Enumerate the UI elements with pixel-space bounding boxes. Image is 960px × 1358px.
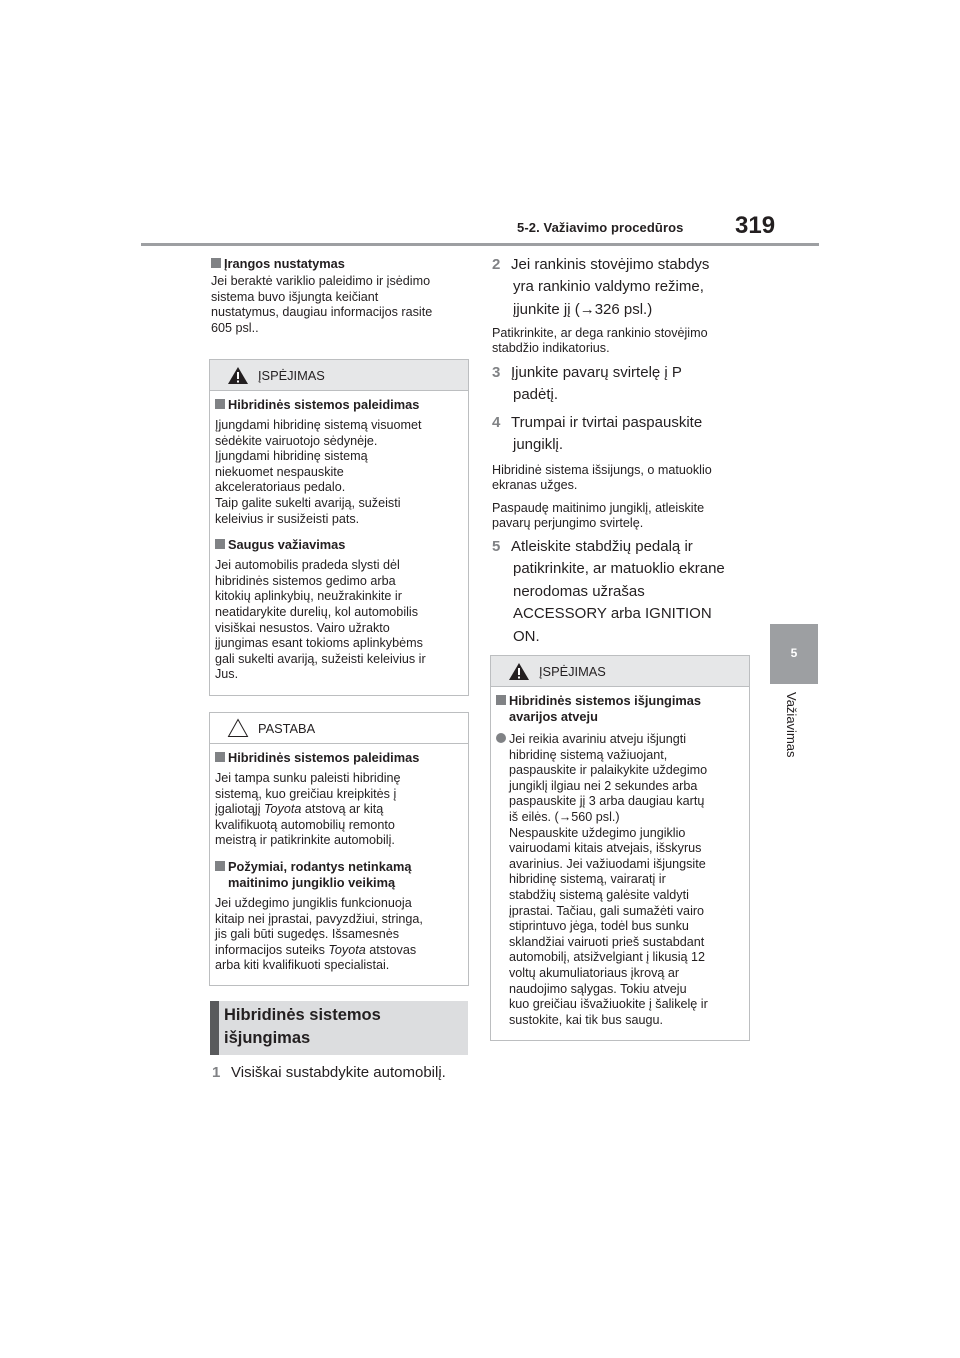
right-arrow-glyph: → — [558, 809, 572, 824]
note-box — [209, 712, 469, 986]
emergency-text: Jei reikia avariniu atveju išjungti hibridinę sistemą važiuojant, paspauskite ir palaikykite uždegimo jungiklį ilgiau nei 2 sekundes arba paspauskite jį 3 arba daugiau kartų iš eilės. (→560 psl.) Nespauskite uždegimo jungiklio vairuodami kitais atvejais, išskyrus avarinius. Jei važiuodami išjungsite hibridinę sistemą, vairaratį ir stabdžių sistemą galėsite valdyti įprastai. Tačiau, gali sumažėti vairo stiprintuvo jėga, todėl bus sunku sklandžiai vairuoti prieš sustabdant automobilį, atsižvelgiant į likusią 12 voltų akumuliatoriaus įkrovą ar naudojimo sąlygas. Tokiu atveju kuo greičiau išvažiuokite į šalikelę ir sustokite, kai tik bus saugu. — [496, 732, 743, 1028]
note-heading-1: Hibridinės sistemos paleidimas — [215, 750, 462, 766]
section-title: Hibridinės sistemos išjungimas — [224, 1006, 381, 1047]
warning-triangle-icon — [508, 662, 530, 681]
chapter-number: 5 — [790, 646, 798, 660]
step-2: 2 Jei rankinis stovėjimo stabdys yra rankinio valdymo režime, įjunkite jį (→326 psl.) — [492, 256, 710, 318]
right-arrow-glyph: → — [579, 300, 595, 318]
warning-box-title: ĮSPĖJIMAS — [258, 368, 325, 383]
square-bullet-icon — [211, 258, 221, 268]
setup-heading: Įrangos nustatymas — [211, 256, 345, 272]
page-number: 319 — [735, 212, 776, 239]
running-head: 5-2. Važiavimo procedūros — [517, 220, 684, 235]
note-box-header — [210, 713, 468, 744]
warning-text-1: Įjungdami hibridinę sistemą visuomet sėdėkite vairuotojo sėdynėje. Įjungdami hibridinę sistemą niekuomet nespauskite akceleratoriaus pedalo. Taip galite sukelti avariją, sužeisti keleivius ir susižeisti pats. — [215, 418, 422, 526]
square-bullet-icon — [215, 399, 225, 409]
square-bullet-icon — [215, 752, 225, 762]
square-bullet-icon — [496, 695, 506, 705]
setup-text: Jei beraktė variklio paleidimo ir įsėdimo sistema buvo išjungta keičiant nustatymus, daugiau informacijos rasite 605 psl.. — [211, 274, 433, 335]
square-bullet-icon — [215, 861, 225, 871]
warning-triangle-icon — [227, 366, 249, 385]
step-number: 1 — [212, 1064, 221, 1081]
section-banner-bar — [210, 1001, 219, 1055]
chapter-label: Važiavimas — [784, 692, 799, 758]
note-text-2: Jei uždegimo jungiklis funkcionuoja kitaip nei įprastai, pavyzdžiui, stringa, jis gali būti sugedęs. Išsamesnės informacijos suteiks Toyota atstovas arba kiti kvalifikuoti specialistai. — [215, 895, 423, 973]
step-number: 5 — [492, 538, 501, 555]
warning-heading-2: Saugus važiavimas — [215, 537, 462, 553]
header-rule — [141, 243, 819, 246]
warning-box-title: ĮSPĖJIMAS — [539, 664, 606, 679]
note-heading-2: Požymiai, rodantys netinkamą maitinimo jungiklio veikimą — [215, 859, 462, 891]
step-4-note-b: Paspaudę maitinimo jungiklį, atleiskite pavarų perjungimo svirtelę. — [492, 501, 705, 530]
warning-heading-1: Hibridinės sistemos paleidimas — [215, 397, 462, 413]
step-number: 3 — [492, 364, 501, 381]
emergency-warning-box — [490, 655, 750, 1041]
step-1: 1 Visiškai sustabdykite automobilį. — [212, 1062, 446, 1084]
note-box-title: PASTABA — [258, 721, 316, 736]
warning-text-2: Jei automobilis pradeda slysti dėl hibridinės sistemos gedimo arba kitokių aplinkybių, neužrakinkite ir neatidarykite durelių, kol automobilis visiškai nesustos. Vairo užrakto įjungimas esant tokioms aplinkybėms gali sukelti avariją, sužeisti keleivius ir Jus. — [215, 558, 426, 682]
step-number: 4 — [492, 414, 501, 431]
warning-box — [209, 359, 469, 696]
round-bullet-icon — [496, 733, 506, 743]
step-5: 5 Atleiskite stabdžių pedalą ir patikrinkite, ar matuoklio ekrane nerodomas užrašas ACCESSORY arba IGNITION ON. — [492, 538, 725, 645]
note-text-1: Jei tampa sunku paleisti hibridinę sistemą, kuo greičiau kreipkitės į įgaliotąjį Toyota atstovą ar kitą kvalifikuotą automobilių remonto meistrą ir patikrinkite automobilį. — [215, 771, 401, 848]
square-bullet-icon — [215, 539, 225, 549]
step-4: 4 Trumpai ir tvirtai paspauskite jungiklį. — [492, 414, 703, 454]
warning-box-header — [491, 656, 749, 687]
step-2-note: Patikrinkite, ar dega rankinio stovėjimo stabdžio indikatorius. — [492, 326, 708, 355]
caution-outline-icon — [227, 718, 249, 738]
warning-box-header — [210, 360, 468, 391]
emergency-heading: Hibridinės sistemos išjungimas avarijos atveju — [496, 693, 743, 725]
step-4-note-a: Hibridinė sistema išsijungs, o matuoklio ekranas užges. — [492, 463, 712, 492]
step-3: 3 Įjunkite pavarų svirtelę į P padėtį. — [492, 364, 682, 404]
step-number: 2 — [492, 256, 501, 273]
